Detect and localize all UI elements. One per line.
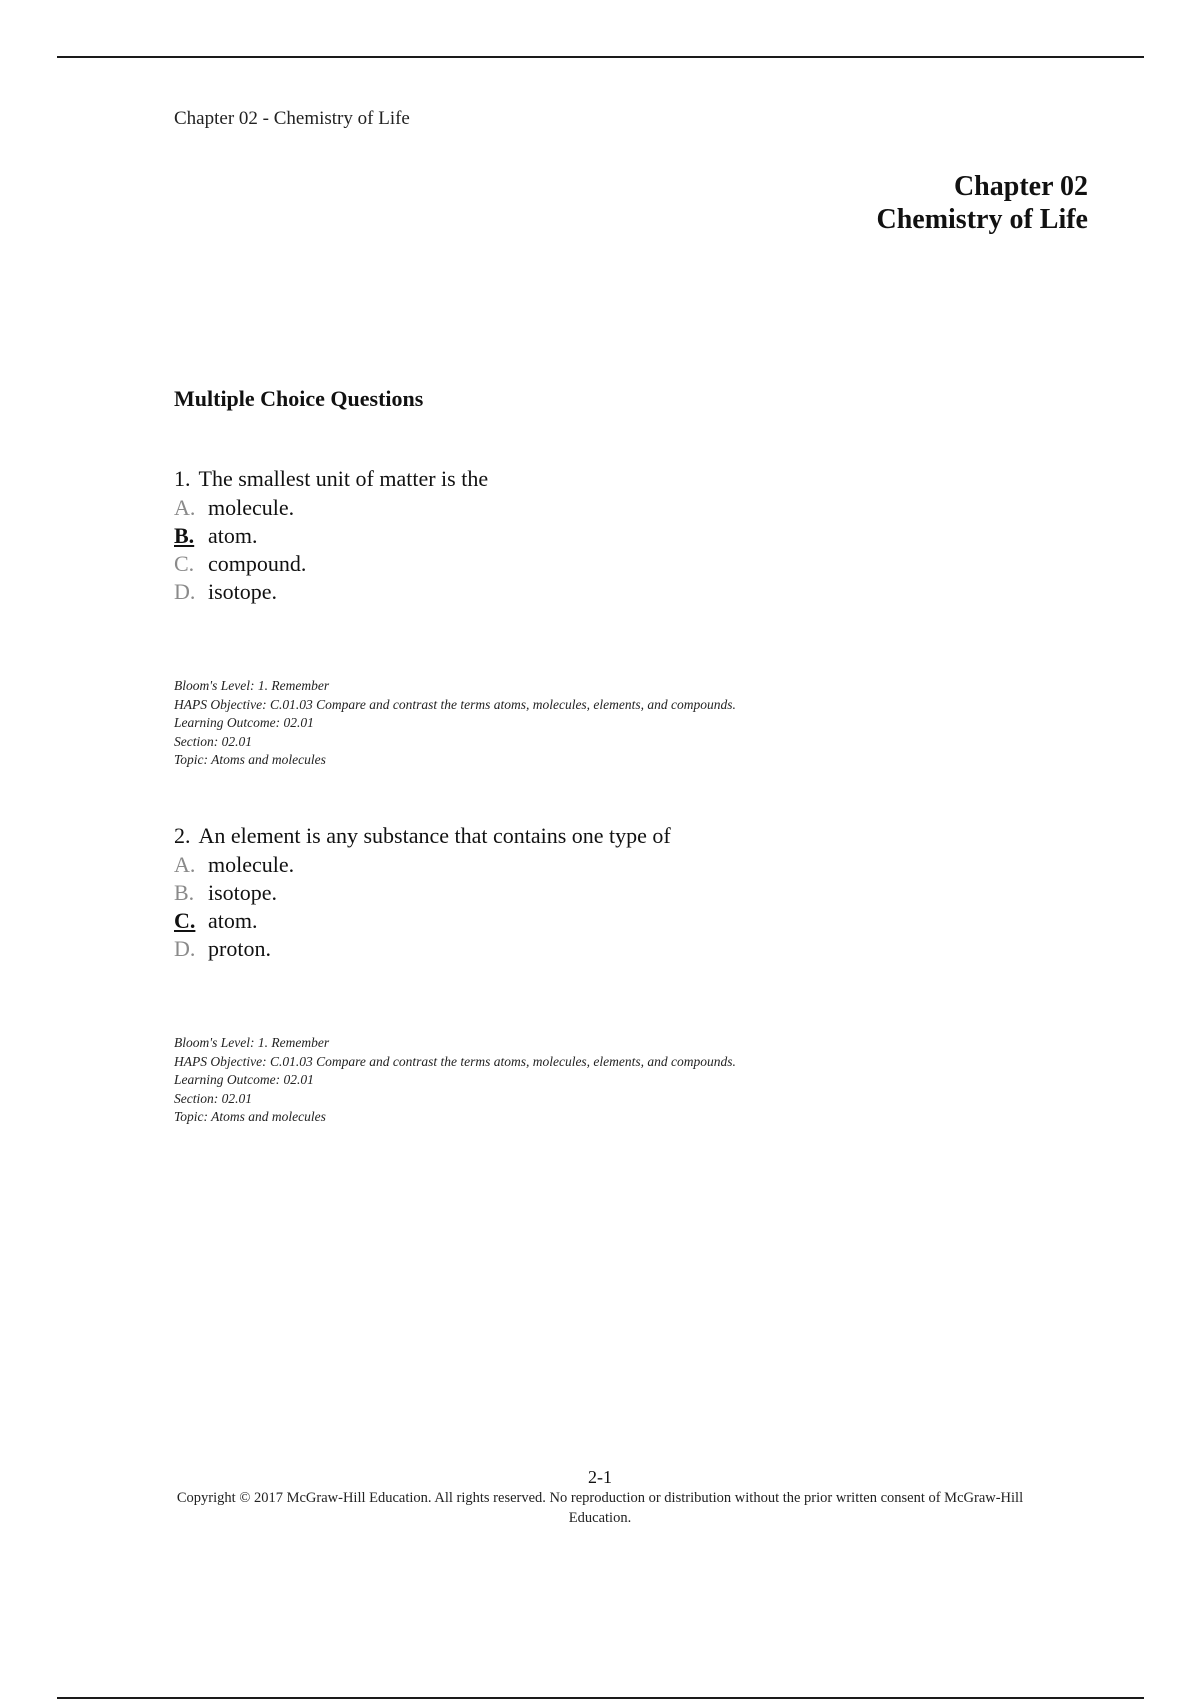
option-text: molecule. (208, 852, 295, 877)
option-a[interactable] (174, 494, 1074, 522)
section: Section: 02.01 (174, 733, 252, 749)
haps-objective: HAPS Objective: C.01.03 Compare and contrast the terms atoms, molecules, elements, and compounds. (174, 696, 736, 712)
question-number: 2. (174, 823, 191, 848)
topic: Topic: Atoms and molecules (174, 752, 326, 767)
option-letter: D. (174, 579, 196, 604)
question-text: The smallest unit of matter is the (198, 466, 489, 491)
question-1-metadata (174, 677, 736, 770)
question-number: 1. (174, 466, 191, 491)
option-d[interactable] (174, 935, 1074, 963)
option-text: isotope. (208, 579, 278, 604)
topic: Topic: Atoms and molecules (174, 1109, 326, 1124)
section: Section: 02.01 (174, 1090, 252, 1106)
option-d[interactable] (174, 578, 1074, 606)
option-letter: C. (174, 908, 196, 933)
option-letter: D. (174, 936, 196, 961)
option-text: proton. (208, 936, 271, 961)
option-c-correct[interactable] (174, 907, 1074, 935)
question-2 (174, 823, 1074, 963)
haps-objective: HAPS Objective: C.01.03 Compare and contrast the terms atoms, molecules, elements, and compounds. (174, 1053, 736, 1069)
option-letter: B. (174, 523, 195, 548)
option-b-correct[interactable] (174, 522, 1074, 550)
question-stem (174, 466, 1074, 492)
page-number: 2-1 (588, 1467, 612, 1487)
blooms-level: Bloom's Level: 1. Remember (174, 1035, 330, 1050)
section-heading: Multiple Choice Questions (174, 386, 424, 411)
answer-options (174, 494, 1074, 606)
top-rule (57, 56, 1144, 58)
question-stem (174, 823, 1074, 849)
option-text: isotope. (208, 880, 278, 905)
page-footer (0, 1466, 1200, 1528)
option-a[interactable] (174, 851, 1074, 879)
blooms-level: Bloom's Level: 1. Remember (174, 678, 330, 693)
chapter-title-name: Chemistry of Life (876, 204, 1088, 235)
copyright-notice: Copyright © 2017 McGraw-Hill Education. All rights reserved. No reproduction or distribution without the prior written consent of McGraw-Hill Education. (176, 1490, 1024, 1526)
option-b[interactable] (174, 879, 1074, 907)
option-text: atom. (208, 523, 258, 548)
option-text: molecule. (208, 495, 295, 520)
option-letter: C. (174, 551, 195, 576)
option-letter: A. (174, 495, 196, 520)
learning-outcome: Learning Outcome: 02.01 (174, 1072, 314, 1087)
chapter-title (876, 170, 1088, 236)
learning-outcome: Learning Outcome: 02.01 (174, 715, 314, 730)
option-text: compound. (208, 551, 307, 576)
chapter-title-number: Chapter 02 (953, 171, 1088, 202)
running-head: Chapter 02 - Chemistry of Life (174, 108, 410, 129)
bottom-rule (57, 1697, 1144, 1699)
option-letter: A. (174, 852, 196, 877)
option-letter: B. (174, 880, 195, 905)
question-text: An element is any substance that contains one type of (198, 823, 671, 848)
option-c[interactable] (174, 550, 1074, 578)
option-text: atom. (208, 908, 258, 933)
question-1 (174, 466, 1074, 606)
answer-options (174, 851, 1074, 963)
question-2-metadata (174, 1034, 736, 1127)
